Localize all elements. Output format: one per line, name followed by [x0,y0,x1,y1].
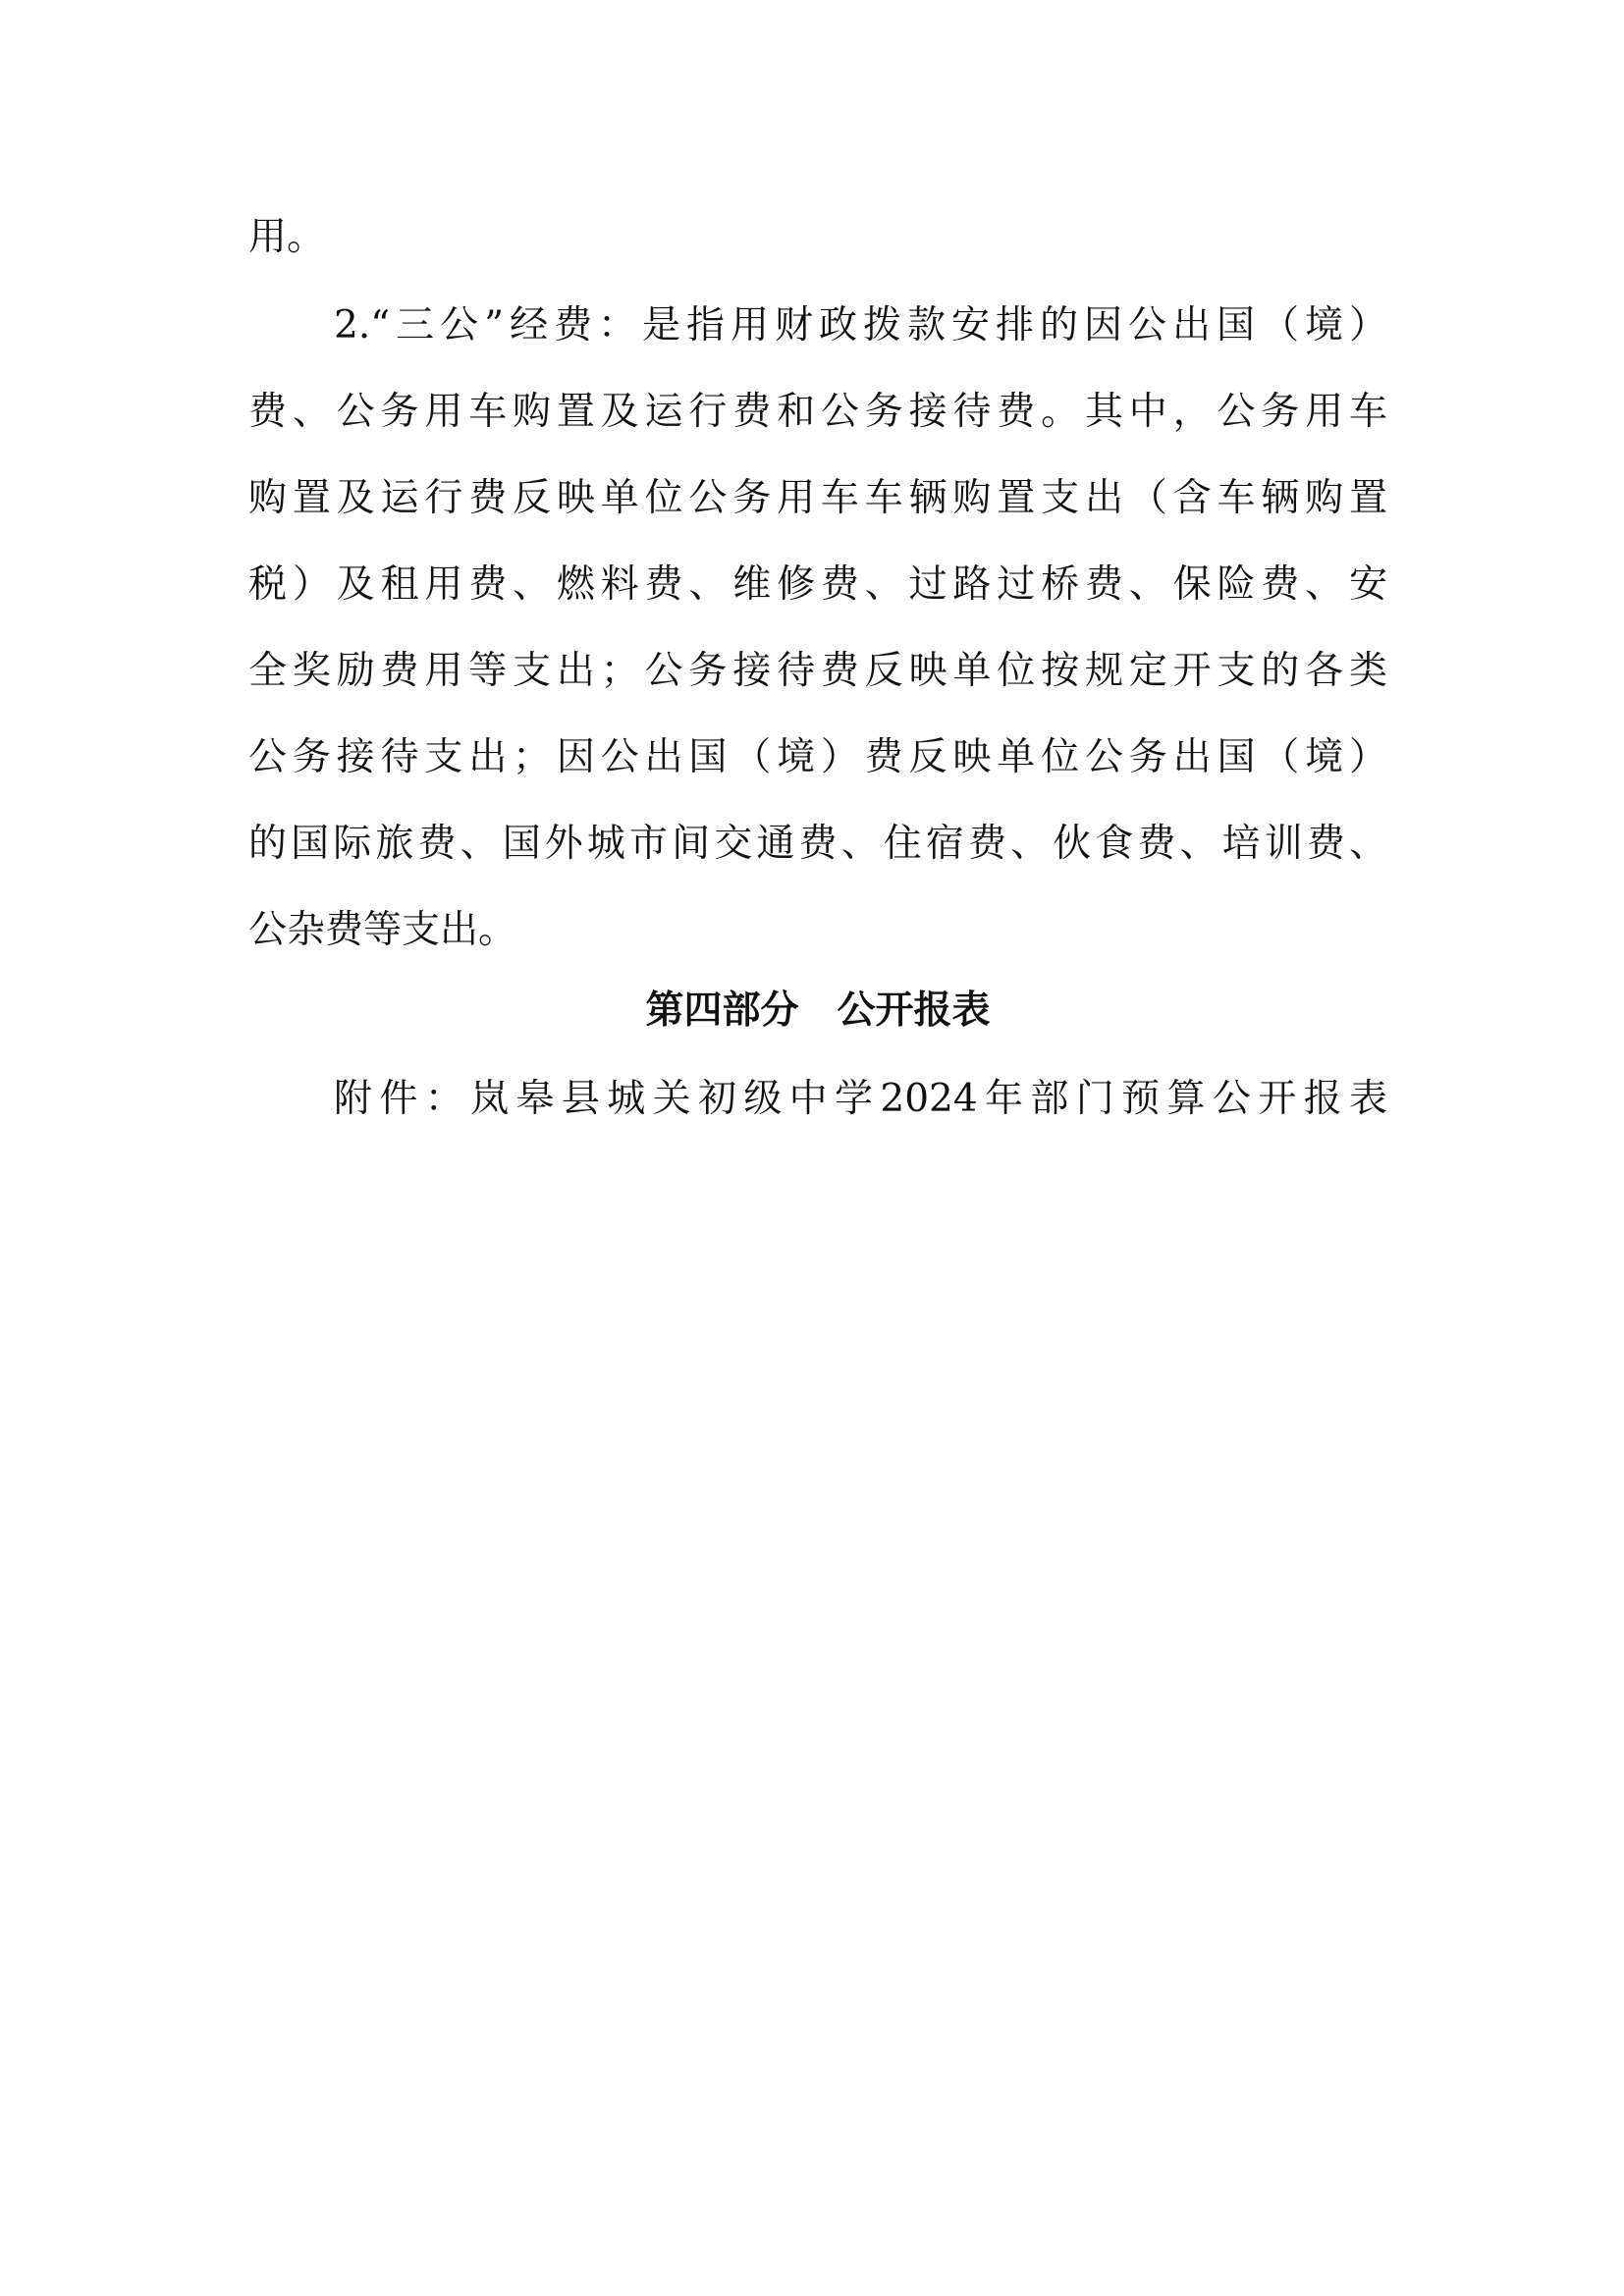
section-heading: 第四部分 公开报表 [645,988,991,1033]
paragraph-continuation-line: 用。 [248,215,326,259]
paragraph-sangong-line-4: 税）及租用费、燃料费、维修费、过路过桥费、保险费、安 [248,562,1387,607]
paragraph-sangong-line-6: 公务接待支出；因公出国（境）费反映单位公务出国（境） [248,735,1387,779]
paragraph-sangong-line-1: 2.“三公”经费：是指用财政拨款安排的因公出国（境） [334,303,1387,347]
paragraph-sangong-line-5: 全奖励费用等支出；公务接待费反映单位按规定开支的各类 [248,649,1387,693]
paragraph-sangong-line-8: 公杂费等支出。 [248,908,517,952]
paragraph-sangong-line-7: 的国际旅费、国外城市间交通费、住宿费、伙食费、培训费、 [248,822,1387,866]
attachment-line: 附件：岚皋县城关初级中学2024年部门预算公开报表 [334,1077,1387,1121]
paragraph-sangong-line-3: 购置及运行费反映单位公务用车车辆购置支出（含车辆购置 [248,476,1387,520]
paragraph-sangong-line-2: 费、公务用车购置及运行费和公务接待费。其中，公务用车 [248,390,1387,434]
